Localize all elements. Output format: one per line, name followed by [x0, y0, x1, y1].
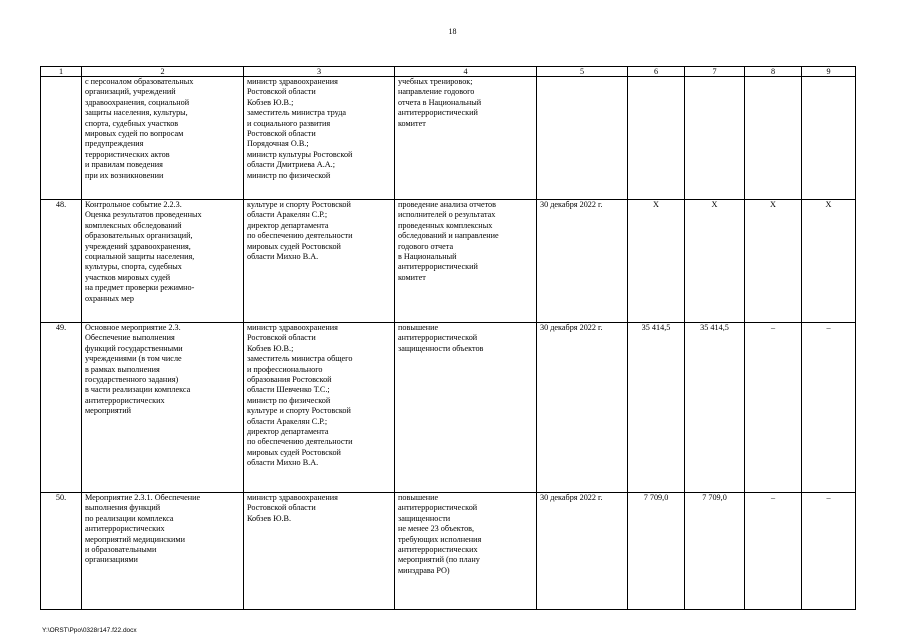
result-cell-line: направление годового — [398, 87, 475, 97]
event-cell-line: функций государственными — [85, 343, 183, 353]
result-cell-line: обследований и направление — [398, 231, 499, 241]
responsible-cell-line: мировых судей Ростовской — [247, 241, 341, 251]
responsible-cell-line: Ростовской области — [247, 87, 316, 97]
event-cell-line: мероприятий — [85, 406, 131, 416]
result-cell — [395, 77, 537, 200]
event-cell-line: государственного задания) — [85, 375, 179, 385]
result-cell — [395, 493, 537, 610]
result-cell-line: минздрава РО) — [398, 565, 450, 575]
responsible-cell-line: области Шевченко Т.С.; — [247, 385, 330, 395]
event-cell-line: с персоналом образовательных — [85, 77, 194, 86]
column-number: 8 — [745, 67, 802, 77]
event-cell-line: комплексных обследований — [85, 220, 182, 230]
event-cell-line: Оценка результатов проведенных — [85, 210, 202, 220]
event-cell-line: мероприятий медицинскими — [85, 534, 185, 544]
amount-cell — [685, 77, 745, 200]
responsible-cell-line: по обеспечению деятельности — [247, 437, 353, 447]
amount-cell: Х — [685, 200, 745, 323]
amount-cell: – — [745, 493, 802, 610]
event-cell-line: Контрольное событие 2.2.3. — [85, 200, 182, 209]
deadline-cell: 30 декабря 2022 г. — [537, 200, 628, 323]
responsible-cell-line: культуре и спорту Ростовской — [247, 200, 351, 209]
event-cell — [82, 77, 244, 200]
responsible-cell — [244, 493, 395, 610]
responsible-cell-line: области Дмитриева А.А.; — [247, 160, 335, 170]
column-number: 7 — [685, 67, 745, 77]
event-cell-line: организациями — [85, 555, 138, 565]
amount-cell: – — [745, 323, 802, 493]
event-cell-line: Мероприятие 2.3.1. Обеспечение — [85, 493, 201, 502]
amount-cell — [745, 77, 802, 200]
result-cell-line: комитет — [398, 272, 426, 282]
event-cell-line: Основное мероприятие 2.3. — [85, 323, 181, 332]
column-number-row — [41, 67, 856, 77]
event-cell-line: охранных мер — [85, 293, 135, 303]
event-cell-line: при их возникновении — [85, 170, 164, 180]
responsible-cell-line: заместитель министра труда — [247, 108, 347, 118]
responsible-cell — [244, 323, 395, 493]
responsible-cell-line: мировых судей Ростовской — [247, 447, 341, 457]
responsible-cell — [244, 200, 395, 323]
event-cell — [82, 200, 244, 323]
row-number-cell: 50. — [41, 493, 82, 610]
event-cell-line: образовательных организаций, — [85, 231, 193, 241]
deadline-cell: 30 декабря 2022 г. — [537, 323, 628, 493]
event-cell-line: участков мировых судей — [85, 272, 171, 282]
responsible-cell-line: и профессионального — [247, 364, 323, 374]
responsible-cell-line: Кобзев Ю.В. — [247, 513, 292, 523]
result-cell-line: в Национальный — [398, 252, 457, 262]
result-cell-line: годового отчета — [398, 241, 454, 251]
column-number: 2 — [82, 67, 244, 77]
amount-cell: – — [802, 323, 856, 493]
result-cell — [395, 323, 537, 493]
amount-cell — [802, 77, 856, 200]
event-cell-line: и правилам поведения — [85, 160, 163, 170]
responsible-cell-line: министр культуры Ростовской — [247, 149, 353, 159]
responsible-cell-line: Кобзев Ю.В.; — [247, 97, 294, 107]
responsible-cell-line: заместитель министра общего — [247, 354, 353, 364]
result-cell-line: исполнителей о результатах — [398, 210, 496, 220]
amount-cell: 7 709,0 — [628, 493, 685, 610]
column-number: 4 — [395, 67, 537, 77]
result-cell-line: проведенных комплексных — [398, 220, 493, 230]
result-cell-line: отчета в Национальный — [398, 97, 482, 107]
result-cell-line: мероприятий (по плану — [398, 555, 480, 565]
event-cell-line: террористических актов — [85, 149, 170, 159]
amount-cell: 35 414,5 — [628, 323, 685, 493]
measures-table — [40, 66, 856, 610]
table-row — [41, 493, 856, 610]
event-cell-line: в рамках выполнения — [85, 364, 160, 374]
event-cell-line: социальной защиты населения, — [85, 252, 195, 262]
responsible-cell-line: Ростовской области — [247, 503, 316, 513]
event-cell-line: организаций, учреждений — [85, 87, 176, 97]
responsible-cell-line: директор департамента — [247, 220, 329, 230]
responsible-cell-line: Порядочная О.В.; — [247, 139, 309, 149]
event-cell-line: Обеспечение выполнения — [85, 333, 175, 343]
amount-cell: Х — [745, 200, 802, 323]
event-cell-line: по реализации комплекса — [85, 513, 174, 523]
responsible-cell-line: культуре и спорту Ростовской — [247, 406, 351, 416]
amount-cell: 7 709,0 — [685, 493, 745, 610]
file-path-footer: Y:\ORST\Ppo\0328r147.f22.docx — [42, 627, 137, 634]
result-cell-line: повышение — [398, 323, 439, 332]
event-cell-line: учреждениями (в том числе — [85, 354, 182, 364]
responsible-cell-line: министр по физической — [247, 170, 331, 180]
event-cell-line: культуры, спорта, судебных — [85, 262, 182, 272]
result-cell-line: антитеррористической — [398, 503, 478, 513]
responsible-cell-line: области Михно В.А. — [247, 252, 319, 262]
responsible-cell-line: министр по физической — [247, 395, 331, 405]
event-cell-line: учреждений здравоохранения, — [85, 241, 191, 251]
event-cell-line: мировых судей по вопросам — [85, 129, 184, 139]
amount-cell: 35 414,5 — [685, 323, 745, 493]
page-number: 18 — [448, 27, 457, 36]
row-number-cell — [41, 77, 82, 200]
amount-cell: Х — [802, 200, 856, 323]
result-cell-line: комитет — [398, 118, 426, 128]
amount-cell — [628, 77, 685, 200]
table-row — [41, 323, 856, 493]
responsible-cell-line: области Аракелян С.Р.; — [247, 210, 328, 220]
row-number-cell: 48. — [41, 200, 82, 323]
result-cell-line: антитеррористической — [398, 333, 478, 343]
result-cell — [395, 200, 537, 323]
result-cell-line: требующих исполнения — [398, 534, 482, 544]
responsible-cell-line: образования Ростовской — [247, 375, 332, 385]
event-cell-line: и образовательными — [85, 545, 157, 555]
responsible-cell-line: министр здравоохранения — [247, 77, 338, 86]
event-cell-line: выполнения функций — [85, 503, 161, 513]
event-cell-line: спорта, судебных участков — [85, 118, 179, 128]
responsible-cell-line: и социального развития — [247, 118, 331, 128]
event-cell-line: предупреждения — [85, 139, 144, 149]
column-number: 5 — [537, 67, 628, 77]
column-number: 6 — [628, 67, 685, 77]
result-cell-line: антитеррористический — [398, 108, 478, 118]
event-cell — [82, 323, 244, 493]
result-cell-line: учебных тренировок; — [398, 77, 473, 86]
column-number: 1 — [41, 67, 82, 77]
result-cell-line: антитеррористический — [398, 262, 478, 272]
result-cell-line: проведение анализа отчетов — [398, 200, 497, 209]
responsible-cell-line: министр здравоохранения — [247, 493, 338, 502]
responsible-cell-line: Кобзев Ю.В.; — [247, 343, 294, 353]
result-cell-line: не менее 23 объектов, — [398, 524, 475, 534]
responsible-cell-line: области Михно В.А. — [247, 458, 319, 468]
amount-cell: Х — [628, 200, 685, 323]
responsible-cell-line: директор департамента — [247, 427, 329, 437]
responsible-cell-line: по обеспечению деятельности — [247, 231, 353, 241]
event-cell-line: антитеррористических — [85, 524, 165, 534]
responsible-cell — [244, 77, 395, 200]
column-number: 9 — [802, 67, 856, 77]
responsible-cell-line: Ростовской области — [247, 333, 316, 343]
deadline-cell — [537, 77, 628, 200]
responsible-cell-line: области Аракелян С.Р.; — [247, 416, 328, 426]
result-cell-line: антитеррористических — [398, 545, 478, 555]
responsible-cell-line: министр здравоохранения — [247, 323, 338, 332]
event-cell-line: антитеррористических — [85, 395, 165, 405]
event-cell-line: здравоохранения, социальной — [85, 97, 190, 107]
event-cell-line: защиты населения, культуры, — [85, 108, 188, 118]
event-cell-line: на предмет проверки режимно- — [85, 283, 195, 293]
event-cell — [82, 493, 244, 610]
responsible-cell-line: Ростовской области — [247, 129, 316, 139]
amount-cell: – — [802, 493, 856, 610]
row-number-cell: 49. — [41, 323, 82, 493]
result-cell-line: повышение — [398, 493, 439, 502]
table-row — [41, 77, 856, 200]
column-number: 3 — [244, 67, 395, 77]
event-cell-line: в части реализации комплекса — [85, 385, 191, 395]
result-cell-line: защищенности — [398, 513, 451, 523]
deadline-cell: 30 декабря 2022 г. — [537, 493, 628, 610]
result-cell-line: защищенности объектов — [398, 343, 484, 353]
table-row — [41, 200, 856, 323]
